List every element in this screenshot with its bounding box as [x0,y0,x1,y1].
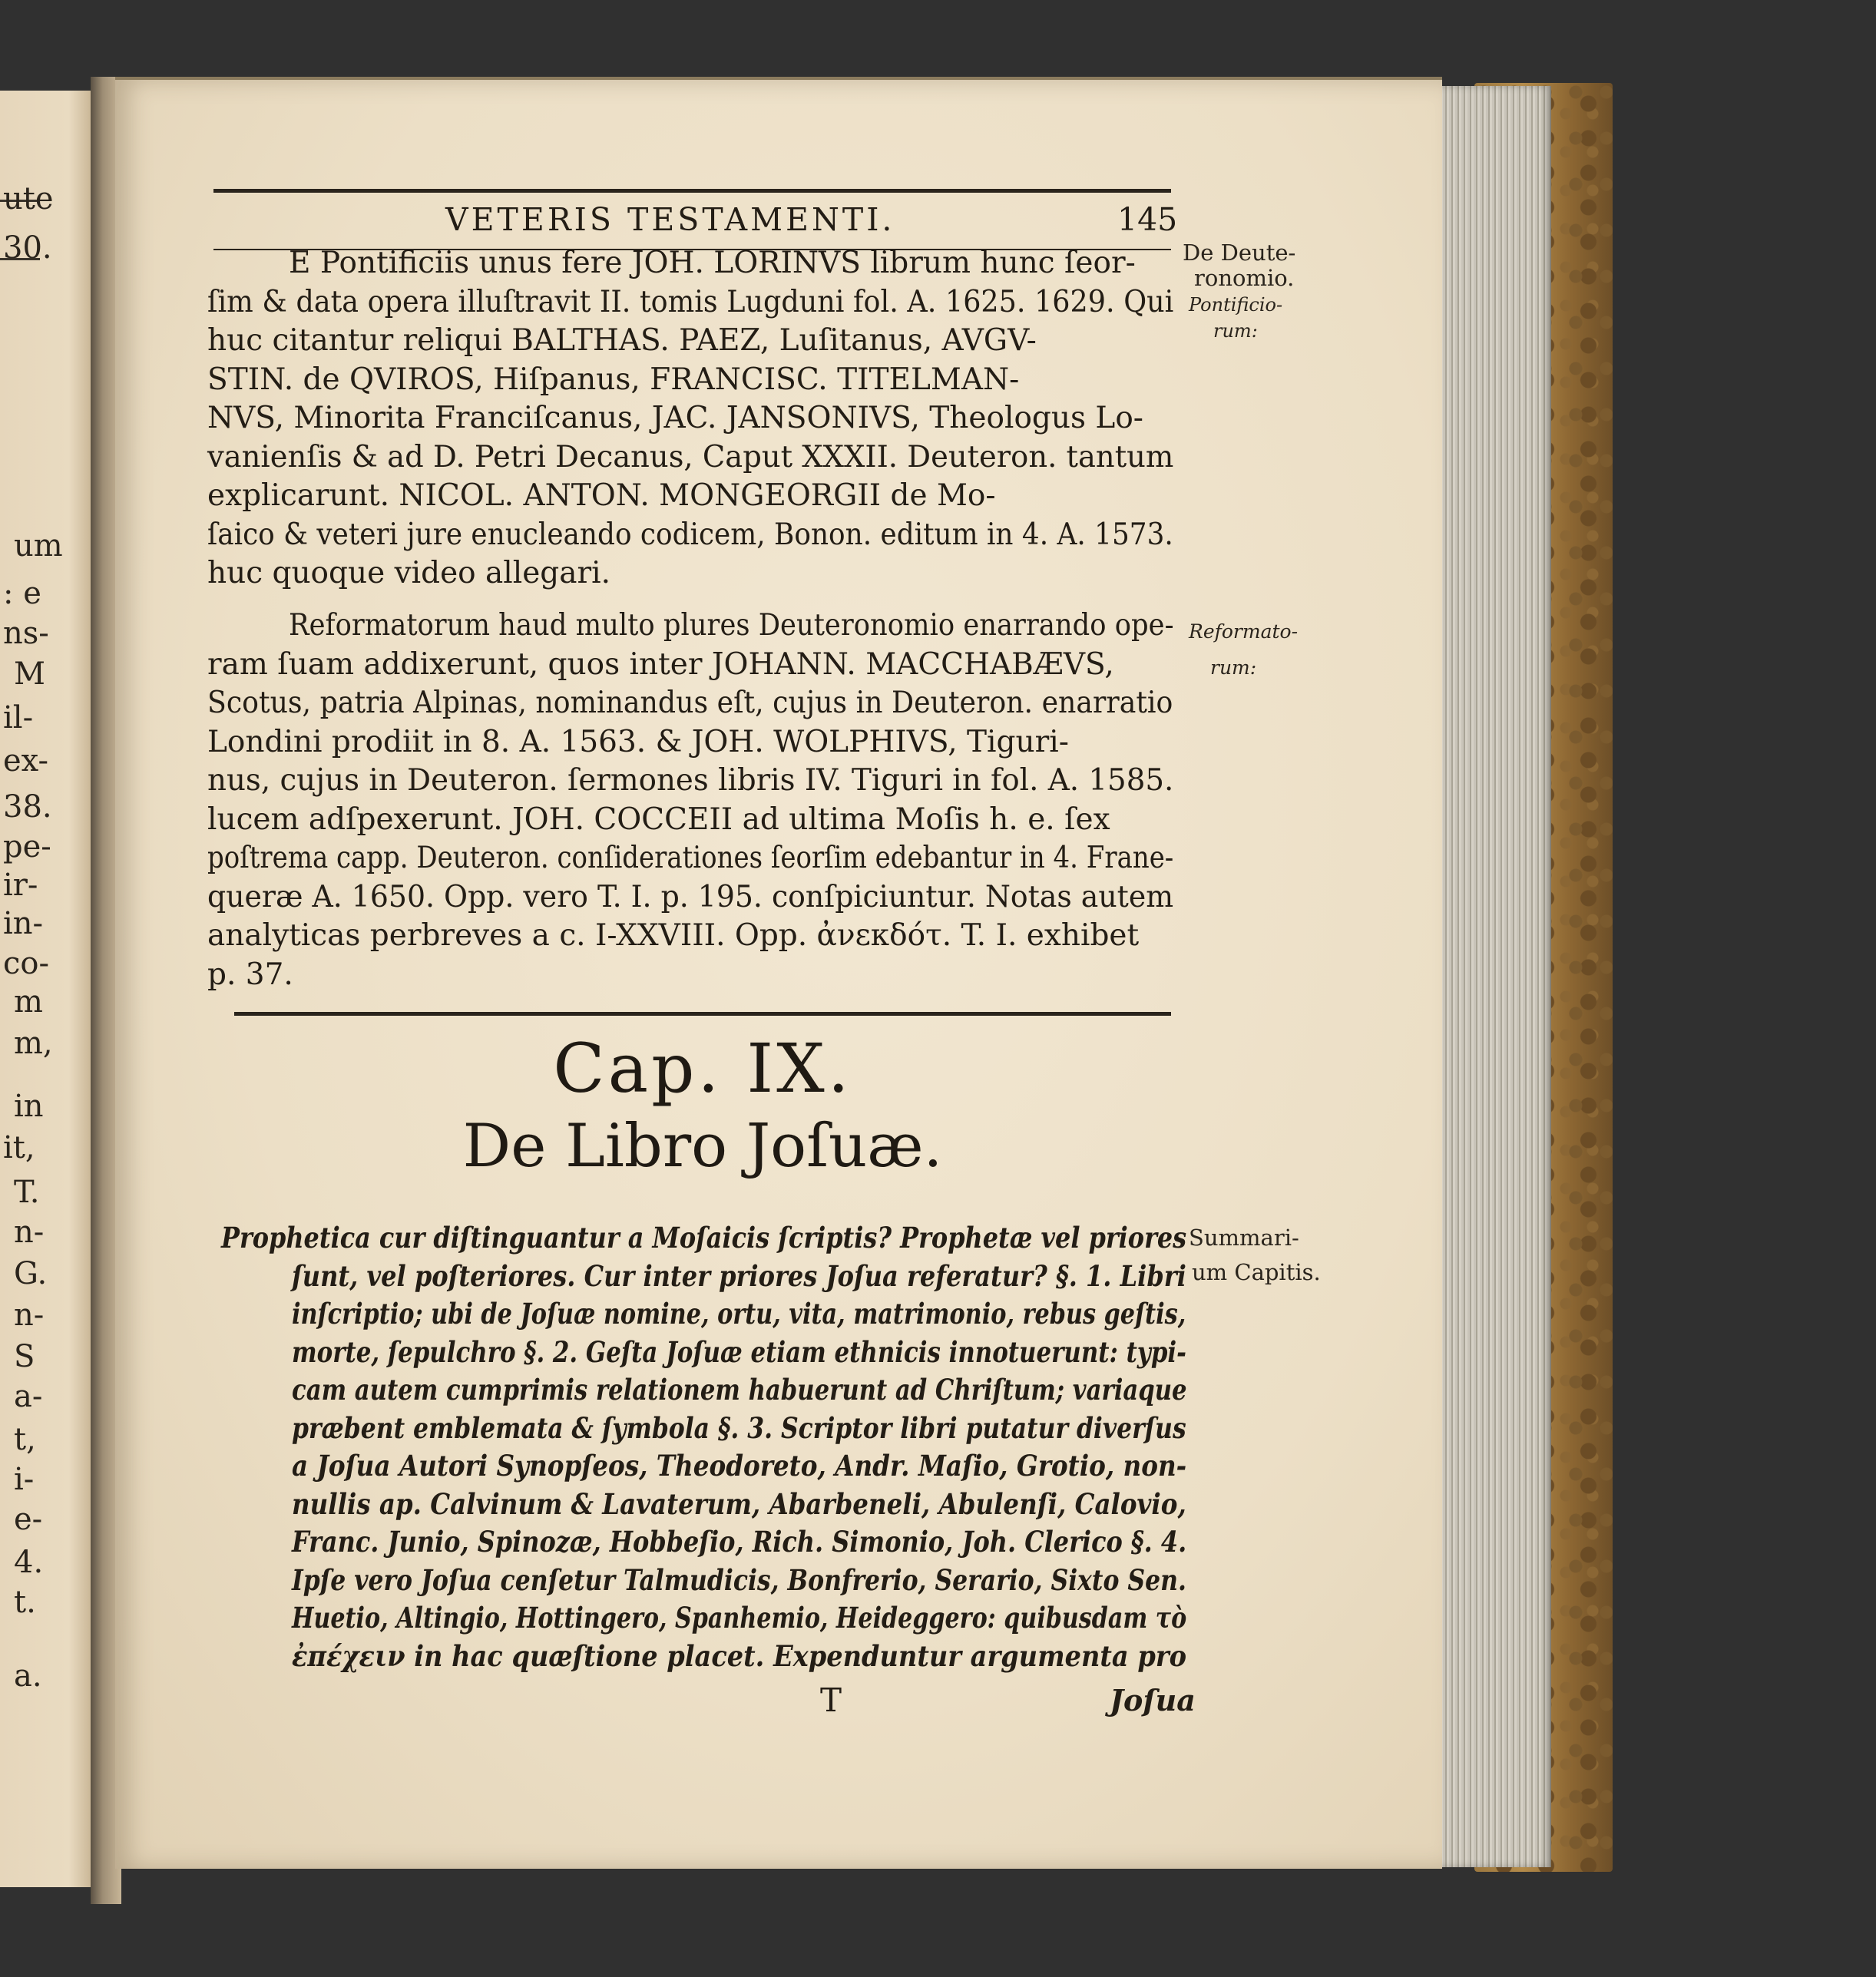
body-line: vanienſis & ad D. Petri Decanus, Caput XXXII. Deuteron. tantum [207,439,1174,474]
chapter-number: Cap. IX. [553,1029,852,1108]
left-page-fragment-text: m, [14,1026,53,1061]
left-page-fragment-text: a. [14,1658,42,1694]
left-page-fragment-text: 4. [14,1545,44,1580]
body-line: ram ſuam addixerunt, quos inter JOHANN. MACCHABÆVS, [207,646,1114,682]
left-page-fragment-text: 30. [3,230,52,266]
summary-line: nullis ap. Calvinum & Lavaterum, Abarbeneli, Abulenſi, Calovio, [292,1486,1186,1521]
margin-note-pontificiorum: rum: [1213,320,1258,342]
left-page-fragment-text: : e [3,576,41,611]
body-line: NVS, Minorita Franciſcanus, JAC. JANSONIVS, Theologus Lo- [207,401,1143,435]
summary-line: præbent emblemata & ſymbola §. 3. Scriptor libri putatur diverſus [292,1410,1186,1445]
summary-line: inſcriptio; ubi de Joſuæ nomine, ortu, vita, matrimonio, rebus geſtis, [292,1297,1186,1331]
left-page-fragment-text: it, [3,1130,35,1165]
signature-mark: T [820,1681,842,1719]
left-page-fragment-text: in- [3,906,44,941]
body-line: p. 37. [207,957,293,992]
left-page-fragment-text: n- [14,1215,45,1250]
left-page-fragment-text: ir- [3,868,38,903]
page-block-edges [1424,86,1551,1867]
left-page-fragment-text: t, [14,1422,36,1457]
left-page-fragment-text: m [14,984,43,1020]
summary-line: morte, ſepulchro §. 2. Geſta Joſuæ etiam ethnicis innotuerunt: typi- [292,1334,1186,1369]
left-page-fragment-text: il- [3,700,34,736]
summary-line: Franc. Junio, Spinozæ, Hobbeſio, Rich. Simonio, Joh. Clerico §. 4. [292,1525,1187,1559]
left-page-fragment-text: e- [14,1502,43,1537]
body-line: explicarunt. NICOL. ANTON. MONGEORGII de Mo- [207,478,996,513]
left-page-fragment-text: 38. [3,789,52,825]
left-page-fragment-text: t. [14,1585,36,1620]
left-page-fragment-text: in [14,1089,44,1124]
body-line: Reformatorum haud multo plures Deuteronomio enarrando ope- [289,608,1174,643]
body-line: ſim & data opera illuſtravit II. tomis Lugduni fol. A. 1625. 1629. Qui [207,284,1174,319]
body-line: ſaico & veteri jure enucleando codicem, Bonon. editum in 4. A. 1573. [207,517,1173,552]
catchword: Joſua [1110,1683,1196,1717]
body-line: huc citantur reliqui BALTHAS. PAEZ, Luſitanus, AVGV- [207,323,1037,358]
left-page-fragment-text: co- [3,946,49,981]
summary-line: a Joſua Autori Synopſeos, Theodoreto, Andr. Maſio, Grotio, non- [292,1449,1187,1483]
body-line: nus, cujus in Deuteron. ſermones libris IV. Tiguri in fol. A. 1585. [207,763,1174,798]
running-head-title: VETERIS TESTAMENTI. [445,201,895,238]
summary-line: Huetio, Altingio, Hottingero, Spanhemio, Heideggero: quibusdam τὸ [292,1601,1187,1635]
margin-note-pontificiorum: Pontificio- [1189,294,1283,316]
body-line: STIN. de QVIROS, Hiſpanus, FRANCISC. TITELMAN- [207,362,1020,397]
body-line: Londini prodiit in 8. A. 1563. & JOH. WOLPHIVS, Tiguri- [207,724,1069,759]
page-number: 145 [1117,201,1178,238]
summary-line: ἐπέχειν in hac quæſtione placet. Expenduntur argumenta pro [292,1638,1187,1673]
margin-note-deuteronomio: De Deute- [1183,240,1296,266]
left-page-fragment-text: G. [14,1256,48,1291]
left-page-fragment-text: ute [3,181,54,217]
body-line: huc quoque video allegari. [207,556,611,590]
left-page-fragment-text: i- [14,1462,35,1497]
left-page-fragment-text: a- [14,1379,43,1414]
margin-note-deuteronomio: ronomio. [1194,265,1295,291]
margin-note-summarium: Summari- [1189,1225,1299,1251]
margin-note-summarium: um Capitis. [1192,1259,1321,1285]
body-line: Scotus, patria Alpinas, nominandus eſt, cujus in Deuteron. enarratio [207,686,1173,720]
header-rule-top [213,189,1171,193]
margin-note-reformatorum: Reformato- [1189,620,1299,643]
summary-line: cam autem cumprimis relationem habuerunt ad Chriſtum; variaque [292,1373,1187,1407]
body-line: analyticas perbreves a c. I-XXVIII. Opp. ἀνεκδότ. T. I. exhibet [207,918,1140,953]
summary-line: Ipſe vero Joſua cenſetur Talmudicis, Bonfrerio, Serario, Sixto Sen. [292,1562,1186,1597]
chapter-divider-rule [234,1012,1171,1016]
margin-note-reformatorum: rum: [1210,656,1257,679]
left-page-fragment-text: um [14,528,63,564]
body-line: E Pontificiis unus fere JOH. LORINVS librum hunc ſeor- [289,246,1136,280]
left-page-fragment-text: n- [14,1298,45,1333]
summary-line: Prophetica cur diſtinguantur a Moſaicis ſcriptis? Prophetæ vel priores [221,1221,1187,1255]
body-line: poſtrema capp. Deuteron. conſiderationes ſeorſim edebantur in 4. Frane- [207,841,1174,875]
left-page-fragment-text: ex- [3,743,49,779]
left-page-fragment-text: ns- [3,616,49,651]
body-line: lucem adſpexerunt. JOH. COCCEII ad ultima Moſis h. e. ſex [207,802,1110,837]
left-page-fragment-text: T. [14,1175,40,1210]
body-line: queræ A. 1650. Opp. vero T. I. p. 195. conſpiciuntur. Notas autem [207,879,1174,914]
summary-line: ſunt, vel poſteriores. Cur inter priores Joſua referatur? §. 1. Libri [292,1258,1186,1293]
left-page-fragment-text: M [14,656,45,692]
chapter-title: De Libro Joſuæ. [462,1112,943,1181]
left-page-fragment [0,91,98,1887]
left-page-fragment-text: pe- [3,829,51,865]
left-page-fragment-text: S [14,1339,35,1374]
